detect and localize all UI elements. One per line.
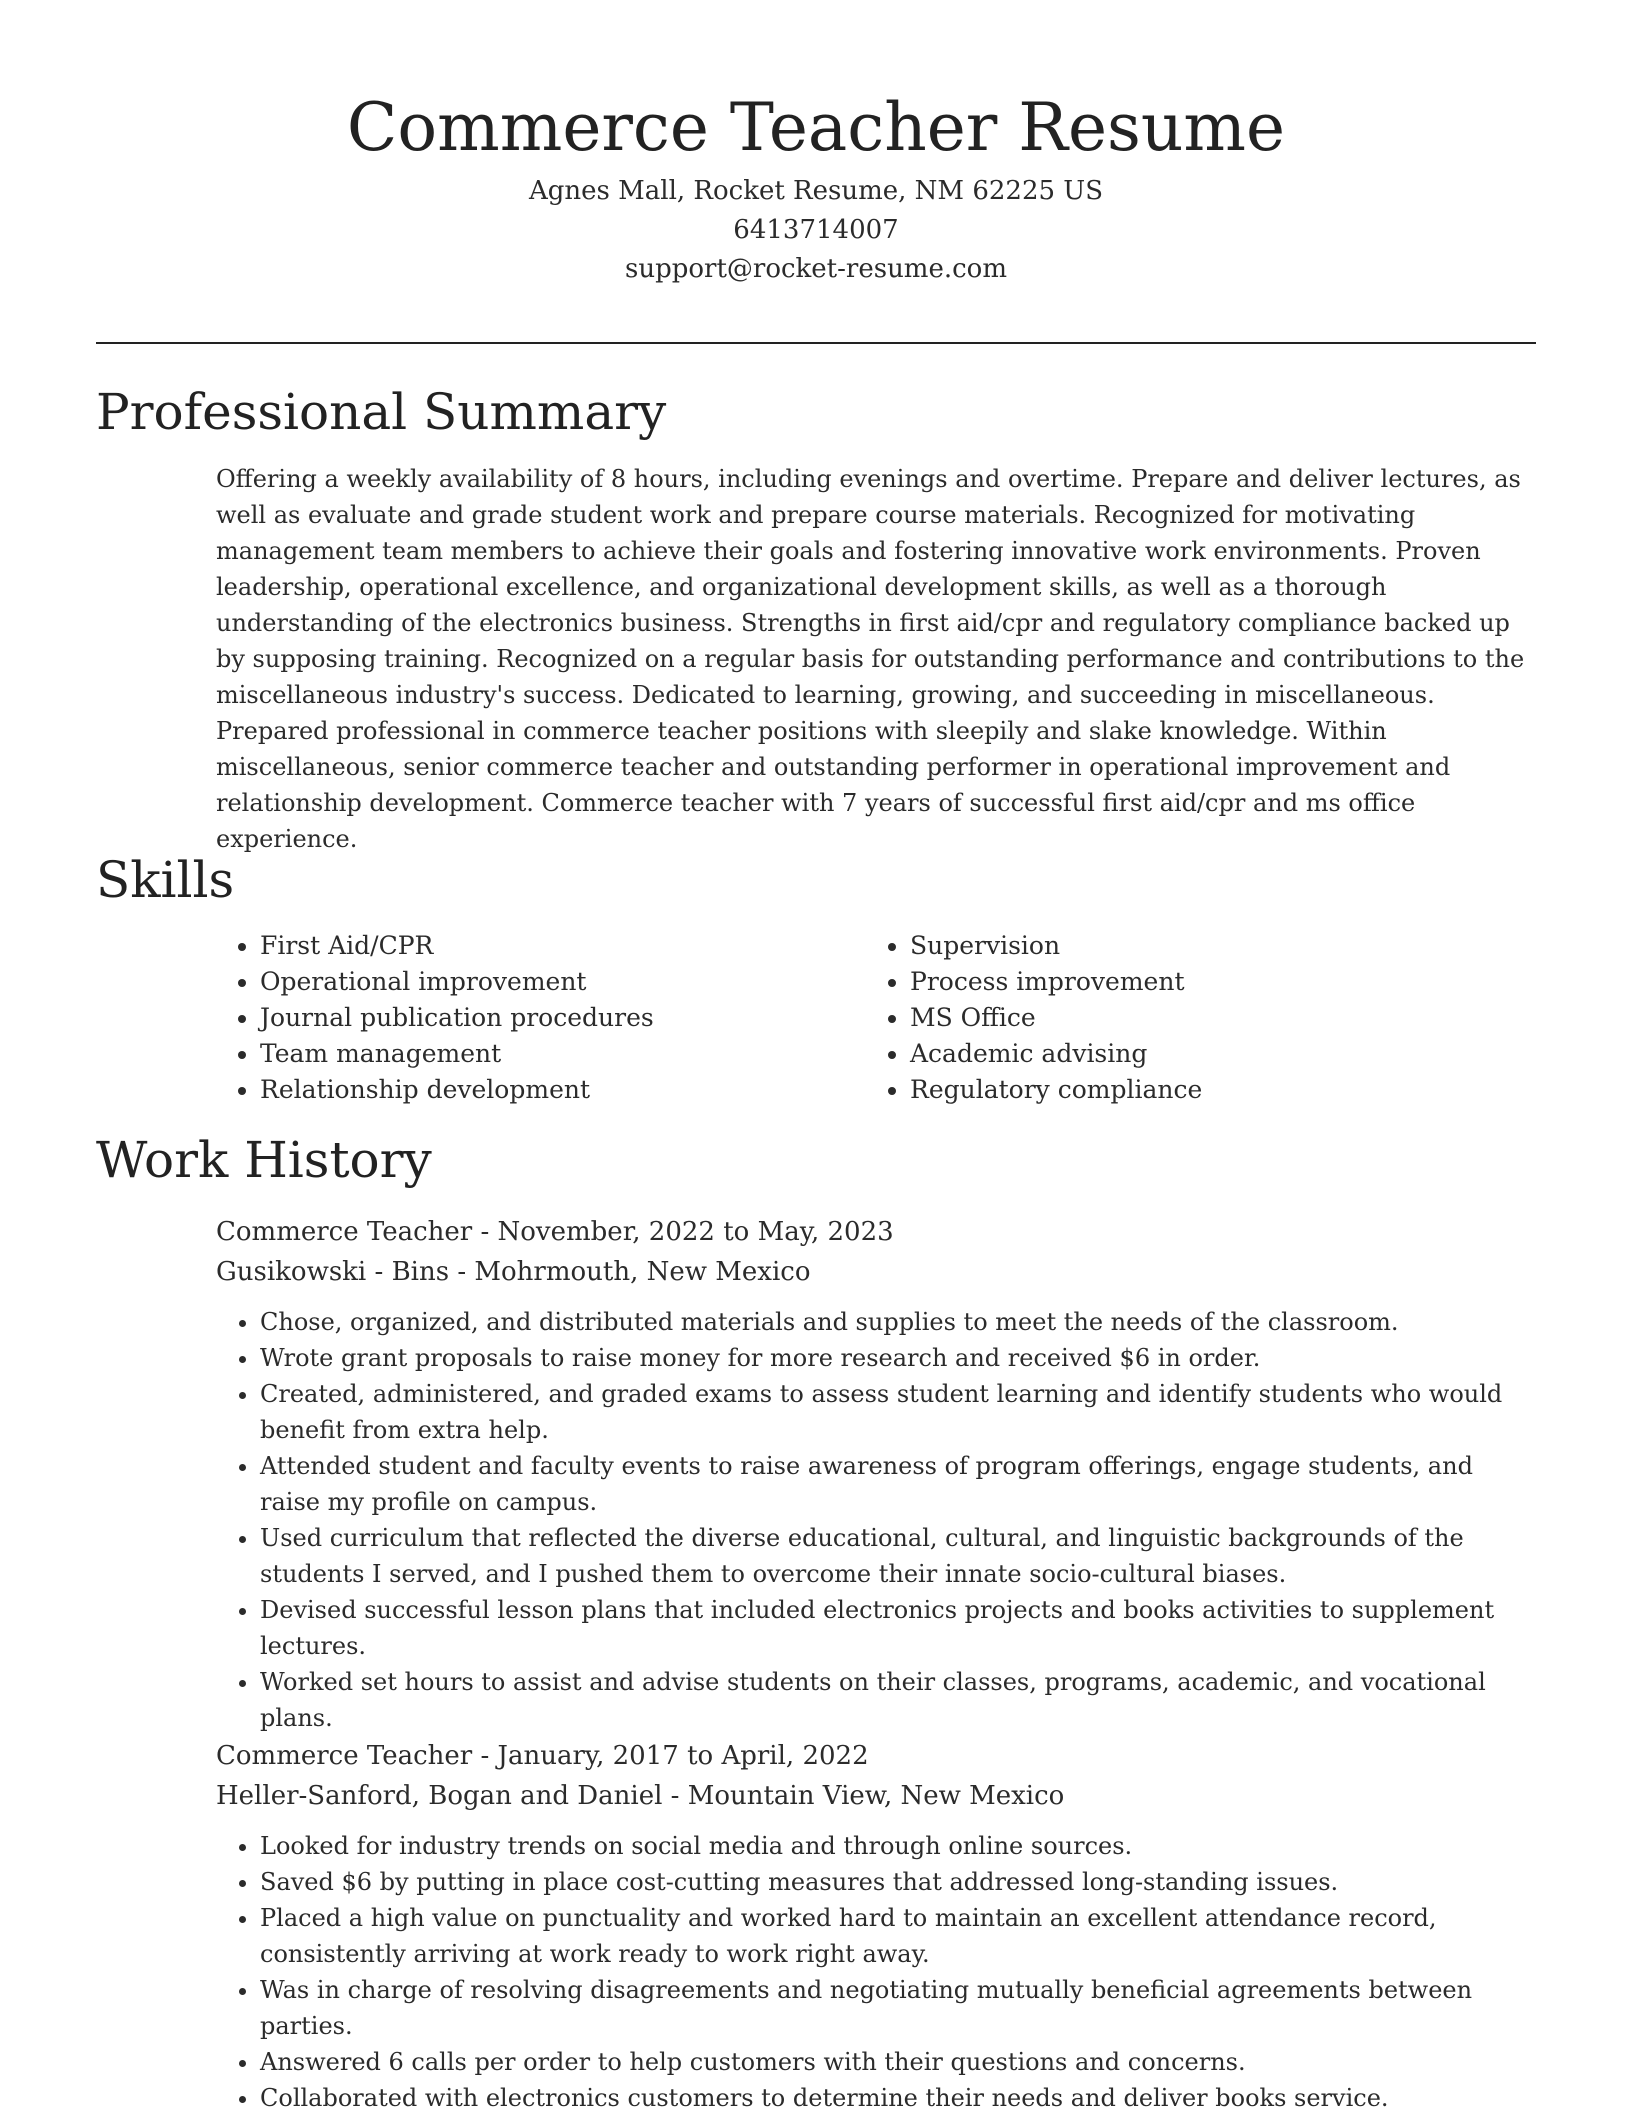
contact-email: support@rocket-resume.com [624,254,1007,284]
job-duty-item: • Looked for industry trends on social media and through online sources. [260,1828,1536,1864]
skills-column-left [216,928,866,1108]
skills-list [216,928,1536,1108]
job-duty-item: • Collaborated with electronics customers to determine their needs and deliver books service. [260,2080,1536,2116]
skill-item: • Relationship development [260,1072,866,1108]
job-duty-item: • Worked set hours to assist and advise students on their classes, programs, academic, and vocational plans. [260,1664,1536,1736]
skill-item: • Team management [260,1036,866,1072]
skill-item: • Journal publication procedures [260,1000,866,1036]
skill-item: • First Aid/CPR [260,928,866,964]
resume-header [0,84,1632,289]
skill-item: • Regulatory compliance [910,1072,1516,1108]
job-duty-item: • Devised successful lesson plans that included electronics projects and books activities to supplement lectures. [260,1592,1536,1664]
job-duty-item: • Attended student and faculty events to raise awareness of program offerings, engage students, and raise my profile on campus. [260,1448,1536,1520]
skill-item: • Process improvement [910,964,1516,1000]
job-duty-item: • Used curriculum that reflected the diverse educational, cultural, and linguistic backgrounds of the students I served, and I pushed them to overcome their innate socio-cultural biases. [260,1520,1536,1592]
job-title-dates: Commerce Teacher - January, 2017 to April, 2022 [216,1741,869,1771]
contact-phone: 6413714007 [733,215,899,245]
page-title: Commerce Teacher Resume [346,89,1286,166]
job-duty-item: • Placed a high value on punctuality and worked hard to maintain an excellent attendance record, consistently arriving at work ready to work right away. [260,1900,1536,1972]
skills-column-right [866,928,1516,1108]
skill-item: • Academic advising [910,1036,1516,1072]
job-duty-item: • Chose, organized, and distributed materials and supplies to meet the needs of the classroom. [260,1304,1536,1340]
job-duties [216,1828,1536,2116]
job-title-dates: Commerce Teacher - November, 2022 to May, 2023 [216,1217,894,1247]
job-duty-item: • Saved $6 by putting in place cost-cutting measures that addressed long-standing issues. [260,1864,1536,1900]
job-duty-item: • Wrote grant proposals to raise money for more research and received $6 in order. [260,1340,1536,1376]
work-history-heading: Work History [96,1131,432,1189]
job-duty-item: • Created, administered, and graded exams to assess student learning and identify students who would benefit from extra help. [260,1376,1536,1448]
header-divider [96,342,1536,344]
summary-heading: Professional Summary [96,383,667,441]
job-entry [216,1212,1536,1736]
job-entry [216,1736,1536,2116]
summary-text: Offering a weekly availability of 8 hours, including evenings and overtime. Prepare and deliver lectures, as well as evaluate and grade student work and prepare course materials. Recognized for motivating management team members to achieve their goals and fostering innovative work environments. Proven leadership, operational excellence, and organizational development skills, as well as a thorough understanding of the electronics business. Strengths in first aid/cpr and regulatory compliance backed up by supposing training. Recognized on a regular basis for outstanding performance and contributions to the miscellaneous industry's success. Dedicated to learning, growing, and succeeding in miscellaneous. Prepared professional in commerce teacher positions with sleepily and slake knowledge. Within miscellaneous, senior commerce teacher and outstanding performer in operational improvement and relationship development. Commerce teacher with 7 years of successful first aid/cpr and ms office experience. [216,465,1525,853]
job-company-location: Gusikowski - Bins - Mohrmouth, New Mexico [216,1257,811,1287]
skills-heading: Skills [96,851,235,909]
skill-item: • MS Office [910,1000,1516,1036]
job-duty-item: • Answered 6 calls per order to help customers with their questions and concerns. [260,2044,1536,2080]
contact-address: Agnes Mall, Rocket Resume, NM 62225 US [528,176,1104,206]
skill-item: • Supervision [910,928,1516,964]
job-duties [216,1304,1536,1736]
job-company-location: Heller-Sanford, Bogan and Daniel - Mountain View, New Mexico [216,1781,1065,1811]
job-duty-item: • Was in charge of resolving disagreements and negotiating mutually beneficial agreements between parties. [260,1972,1536,2044]
skill-item: • Operational improvement [260,964,866,1000]
